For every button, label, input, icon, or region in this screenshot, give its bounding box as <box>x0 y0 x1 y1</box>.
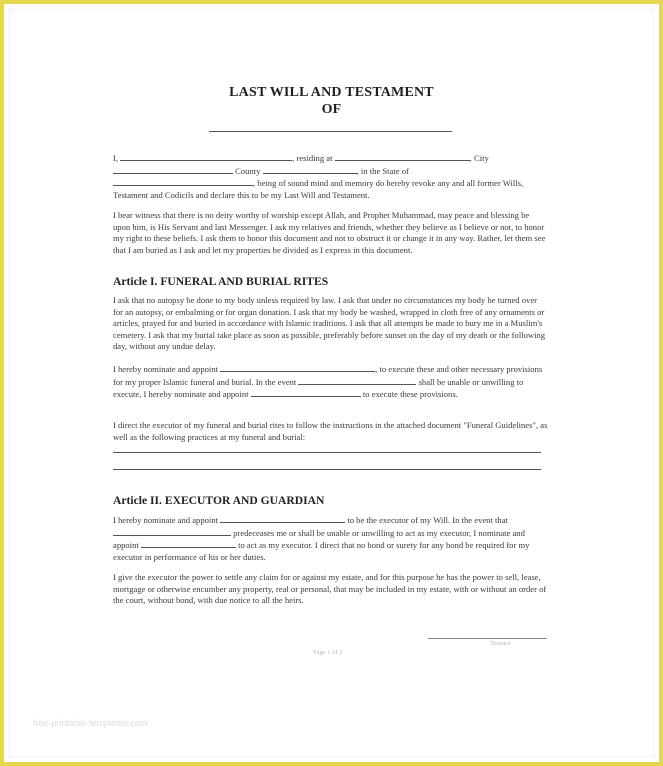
testator-name-line <box>209 131 452 132</box>
document-title-of: OF <box>321 102 342 117</box>
page-number: Page 1 of 2 <box>313 649 343 656</box>
alternate-text: shall be unable or unwilling to execute, I hereby nominate and appoint <box>113 376 524 400</box>
intro-residing: , residing at <box>292 153 333 163</box>
intro-declaration: , being of sound mind and memory do hereby revoke any and all former Wills, Testament and Codicils and declare this to be my Last Will and Testament. <box>113 178 524 200</box>
signature-label: Testator <box>490 640 511 647</box>
nominate-text: I hereby nominate and appoint <box>113 364 219 374</box>
watermark: free-printable-templates.com <box>33 718 148 728</box>
state-blank <box>113 177 253 186</box>
article-1-paragraph-2 <box>113 363 548 401</box>
article-2-paragraph-1 <box>113 514 548 563</box>
signature-line <box>428 638 547 639</box>
funeral-provisions-text: , to execute these and other necessary provisions for my proper Islamic funeral and burial. In the event <box>113 364 543 387</box>
alternate-executor-name-blank <box>141 539 236 548</box>
intro-paragraph <box>113 152 548 201</box>
executor-blank <box>220 514 345 523</box>
executor-nominate-text: I hereby nominate and appoint <box>113 515 219 525</box>
executor-event-text: to be the executor of my Will. In the event that <box>347 515 508 525</box>
burial-practices-line-2 <box>113 469 541 470</box>
alternate-executor-blank <box>251 388 361 397</box>
intro-state: , in the State of <box>356 165 409 176</box>
intro-county: County <box>235 165 261 176</box>
article-1-paragraph-1: I ask that no autopsy be done to my body unless required by law. I ask that under no circumstances my body be turned over for an autopsy, or embalming or for organ donation. I ask that my body be washed, wrapped in cloth free of any ornaments or articles, prayed for and buried in accordance with Islamic traditions. I ask that all attempts be made to bury me in a Muslim's cemetery. I ask that my burial take place as soon as possible, preferably before sunset on the day of my death or the following day, without any undue delay. <box>113 295 546 352</box>
predeceases-text: predeceases me or shall be unable or unwilling to act as my executor, I nominate and appoint <box>113 527 525 551</box>
county-blank <box>263 165 357 174</box>
witness-paragraph: I bear witness that there is no deity worthy of worship except Allah, and Prophet Muhammad, may peace and blessing be upon him, is His Servant and last Messenger. I ask my relatives and friends, whether they believe as I believe or not, to honor my right to these beliefs. I ask them to honor this document and not to obstruct it or change it in any way. Rather, let them see that I am buried as I ask and let my properties be divided as I express in this document. <box>113 210 546 255</box>
intro-i: I, <box>113 153 119 163</box>
burial-practices-line-1 <box>113 452 541 453</box>
article-1-heading: Article I. FUNERAL AND BURIAL RITES <box>113 275 329 288</box>
article-1-paragraph-3: I direct the executor of my funeral and burial rites to follow the instructions in the attached document "Funeral Guidelines", as well as the following practices at my funeral and burial: <box>113 420 548 442</box>
city-blank <box>113 165 233 174</box>
document-title: LAST WILL AND TESTAMENT <box>229 85 434 100</box>
article-2-heading: Article II. EXECUTOR AND GUARDIAN <box>113 494 325 507</box>
funeral-executor-blank <box>220 363 375 372</box>
address-blank <box>335 152 470 161</box>
name-blank <box>120 152 292 161</box>
article-2-paragraph-2: I give the executor the power to settle any claim for or against my estate, and for this purpose he has the power to sell, lease, mortgage or otherwise encumber any property, real or personal, that may be included in my estate, with or without an order of the court, without bond, with due notice to all the heirs. <box>113 572 547 606</box>
executor-name-blank <box>113 527 231 536</box>
bond-text: to act as my executor. I direct that no bond or surety for any bond be required for my executor in performance of his or her duties. <box>113 540 530 562</box>
execute-provisions-text: to execute these provisions. <box>362 389 458 400</box>
intro-city: , City <box>469 153 489 163</box>
funeral-executor-name-blank <box>298 376 416 385</box>
